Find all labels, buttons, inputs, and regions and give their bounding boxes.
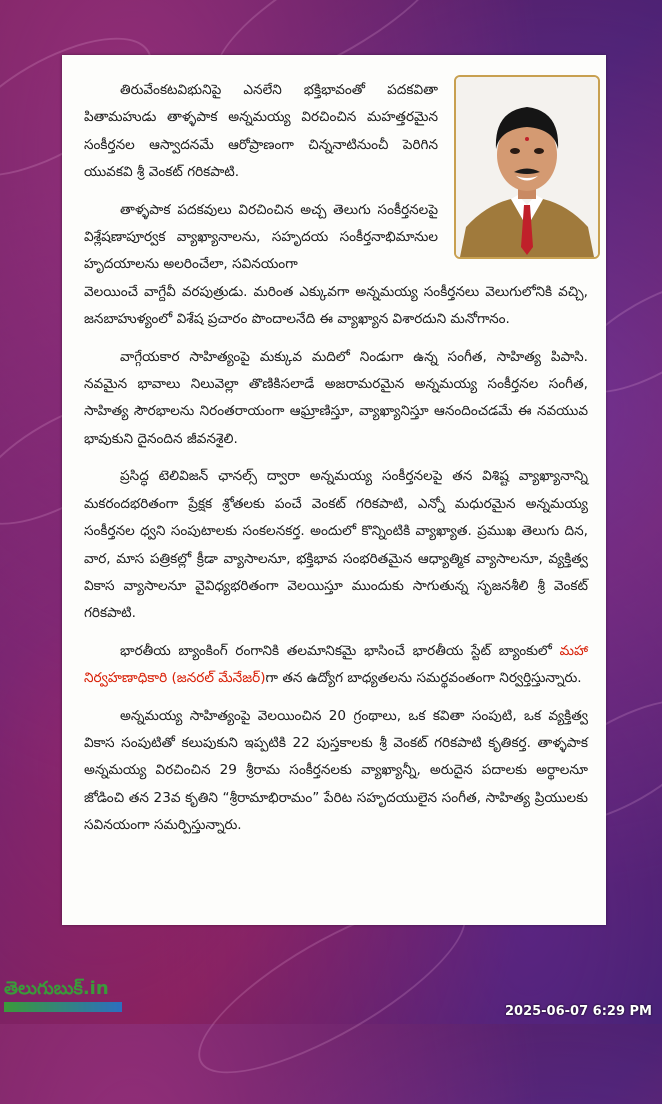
- job-title-highlight: మహా నిర్వహణాధికారి (జనరల్ మేనేజర్): [84, 642, 588, 687]
- author-portrait-icon: [456, 77, 598, 257]
- watermark-bar: [4, 1002, 122, 1012]
- watermark-text: తెలుగుబుక్.in: [4, 978, 109, 999]
- author-photo: [454, 75, 600, 259]
- photo-timestamp: 2025-06-07 6:29 PM: [504, 1004, 652, 1019]
- paragraph-works: అన్నమయ్య సాహిత్యంపై వెలయించిన 20 గ్రంథాలు, ఒక కవితా సంపుటి, ఒక వ్యక్తిత్వ వికాస సంపుటితో కలుపుకుని ఇప్పటికి 22 పుస్తకాలకు శ్రీ వెంకట్ గరికపాటి కృతికర్త. తాళ్ళపాక అన్నమయ్య విరచించిన 29 శ్రీరామ సంకీర్తనలకు వ్యాఖ్యాన్నీ, అరుదైన పదాలకు అర్థాలనూ జోడించి తన 23వ కృతిని “శ్రీరామాభిరామం” పేరిట సహృదయులైన సంగీత, సాహిత్య ప్రియులకు సవినయంగా సమర్పిస్తున్నారు.: [84, 707, 588, 834]
- paragraph-banking: [84, 638, 588, 693]
- site-watermark: [4, 978, 124, 1016]
- banking-text-before: భారతీయ బ్యాంకింగ్ రంగానికి తలమానికమై భాసించే భారతీయ స్టేట్ బ్యాంకులో: [120, 642, 560, 659]
- paragraph-television: ప్రసిద్ధ టెలివిజన్ ఛానల్స్ ద్వారా అన్నమయ్య సంకీర్తనలపై తన విశిష్ట వ్యాఖ్యానాన్ని మకరందభరితంగా ప్రేక్షక శ్రోతలకు పంచే వెంకట్ గరికపాటి, ఎన్నో మధురమైన అన్నమయ్య సంకీర్తనల ధ్వని సంపుటాలకు సంకలనకర్త. అందులో కొన్నింటికి వ్యాఖ్యాత. ప్రముఖ తెలుగు దిన, వార, మాస పత్రికల్లో క్రీడా వ్యాసాలనూ, భక్తిభావ సంభరితమైన ఆధ్యాత్మిక వ్యాసాలనూ, వ్యక్తిత్వ వికాస వ్యాసాలనూ వైవిధ్యభరితంగా వెలయిస్తూ ముందుకు సాగుతున్న సృజనశీలి శ్రీ వెంకట్ గరికపాటి.: [84, 468, 588, 622]
- banking-text-after: గా తన ఉద్యోగ బాధ్యతలను సమర్థవంతంగా నిర్వర్తిస్తున్నారు.: [265, 670, 582, 687]
- paragraph-commentary-continued: వెలయించే వాగ్దేవీ వరపుత్రుడు. మరింత ఎక్కువగా అన్నమయ్య సంకీర్తనలు వెలుగులోనికి వచ్చి, జనబాహుళ్యంలో విశేష ప్రచారం పొందాలనేది ఈ వ్యాఖ్యాన విశారదుని మనోగానం.: [84, 283, 588, 328]
- text-panel: [62, 55, 606, 925]
- paragraph-passion: వాగ్గేయకార సాహిత్యంపై మక్కువ మదిలో నిండుగా ఉన్న సంగీత, సాహిత్య పిపాసి. నవమైన భావాలు నిలువెల్లా తొణికిసలాడే అజరామరమైన అన్నమయ్య సంకీర్తనల సంగీత, సాహిత్య సౌరభాలను నిరంతరాయంగా ఆఘ్రాణిస్తూ, వ్యాఖ్యానిస్తూ ఆనందించడమే ఈ నవయువ భావుకుని దైనందిన జీవనశైలి.: [84, 348, 588, 447]
- paragraph-commentary: తాళ్ళపాక పదకవులు విరచించిన అచ్చ తెలుగు సంకీర్తనలపై విశ్లేషణాపూర్వక వ్యాఖ్యానాలను, సహృదయ సంకీర్తనాభిమానుల హృదయాలను అలరించేలా, సవినయంగా: [84, 201, 438, 273]
- paragraph-intro: తిరువేంకటవిభునిపై ఎనలేని భక్తిభావంతో పదకవితా పితామహుడు తాళ్ళపాక అన్నమయ్య విరచించిన మహత్తరమైన సంకీర్తనల ఆస్వాదనమే ఆరోప్రాణంగా చిన్ననాటినుంచీ పెరిగిన యువకవి శ్రీ వెంకట్ గరికపాటి.: [84, 82, 438, 181]
